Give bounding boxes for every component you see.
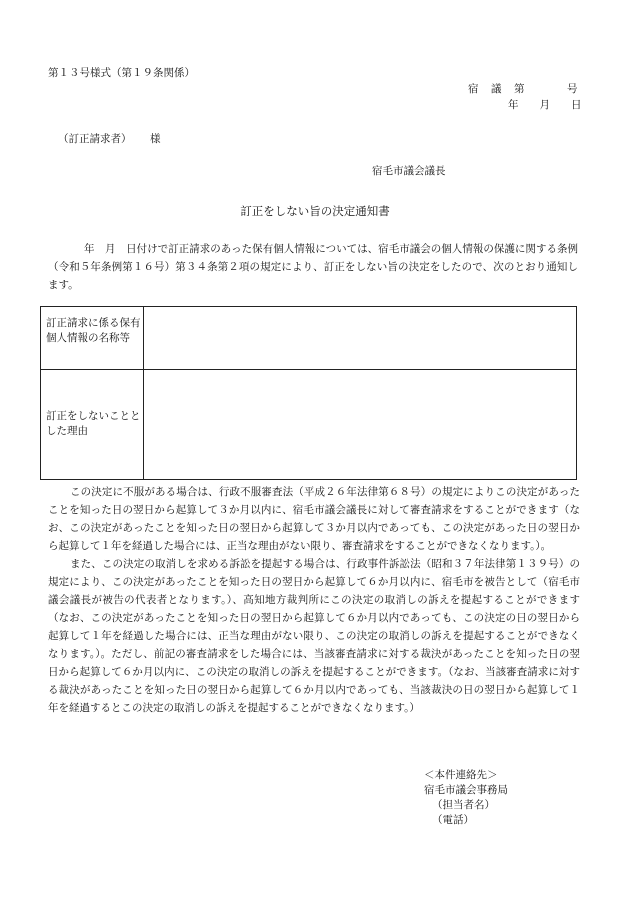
contact-block [424, 768, 508, 828]
table-value-cell [144, 370, 576, 480]
issue-date: 年 月 日 [508, 99, 582, 111]
contact-phone: （電話） [432, 814, 474, 826]
contact-office: 宿毛市議会事務局 [424, 784, 508, 796]
table-row-label: 訂正請求に係る保有個人情報の名称等 [46, 317, 141, 344]
recipient-name: （訂正請求者） [58, 133, 132, 145]
contact-heading: ＜本件連絡先＞ [424, 769, 498, 781]
recipient-honorific: 様 [150, 133, 161, 145]
decision-table [40, 306, 577, 480]
intro-section [48, 240, 578, 294]
appeal-section [48, 483, 580, 717]
appeal-paragraph: この決定に不服がある場合は、行政不服審査法（平成２６年法律第６８号）の規定によりこの決定があったことを知った日の翌日から起算して３か月以内に、宿毛市議会議長に対して審査請求をすることができます（なお、この決定があったことを知った日の翌日から起算して３か月以内であっても、この決定があった日の翌日から起算して１年を経過した場合には、正当な理由がない限り、審査請求をすることができなくなります。）。 [48, 486, 580, 552]
sender-name: 宿毛市議会議長 [372, 165, 446, 177]
table-row [41, 370, 576, 480]
document-number-suffix: 号 [567, 83, 578, 95]
lawsuit-paragraph: また、この決定の取消しを求める訴訟を提起する場合は、行政事件訴訟法（昭和３７年法律第１３９号）の規定により、この決定があったことを知った日の翌日から起算して６か月以内に、宿毛市を被告として（宿毛市議会議長が被告の代表者となります。）、高知地方裁判所にこの決定の取消しの訴えを提起することができます（なお、この決定があったことを知った日の翌日から起算して６か月以内であっても、この決定の日の翌日から起算して１年を経過した場合には、正当な理由がない限り、この決定の取消しの訴えを提起することができなくなります。）。ただし、前記の審査請求をした場合には、当該審査請求に対する裁決があったことを知った日の翌日から起算して６か月以内に、この決定の取消しの訴えを提起することができます。（なお、当該審査請求に対する裁決があったことを知った日の翌日から起算して６か月以内であっても、当該裁決の日の翌日から起算して１年を経過するとこの決定の取消しの訴えを提起することができなくなります。） [48, 558, 580, 714]
document-number-label: 宿 議 第 [468, 83, 526, 95]
document-title: 訂正をしない旨の決定通知書 [240, 204, 390, 218]
table-row-label: 訂正をしないこととした理由 [46, 410, 141, 437]
table-value-cell [144, 307, 576, 369]
intro-paragraph: 年 月 日付けで訂正請求のあった保有個人情報については、宿毛市議会の個人情報の保護に関する条例（令和５年条例第１６号）第３４条第２項の規定により、訂正をしない旨の決定をしたので、次のとおり通知します。 [48, 243, 578, 291]
table-row [41, 307, 576, 370]
table-label-cell [41, 370, 144, 480]
contact-person: （担当者名） [432, 799, 495, 811]
form-number: 第１３号様式（第１９条関係） [48, 67, 195, 79]
table-label-cell [41, 307, 144, 369]
